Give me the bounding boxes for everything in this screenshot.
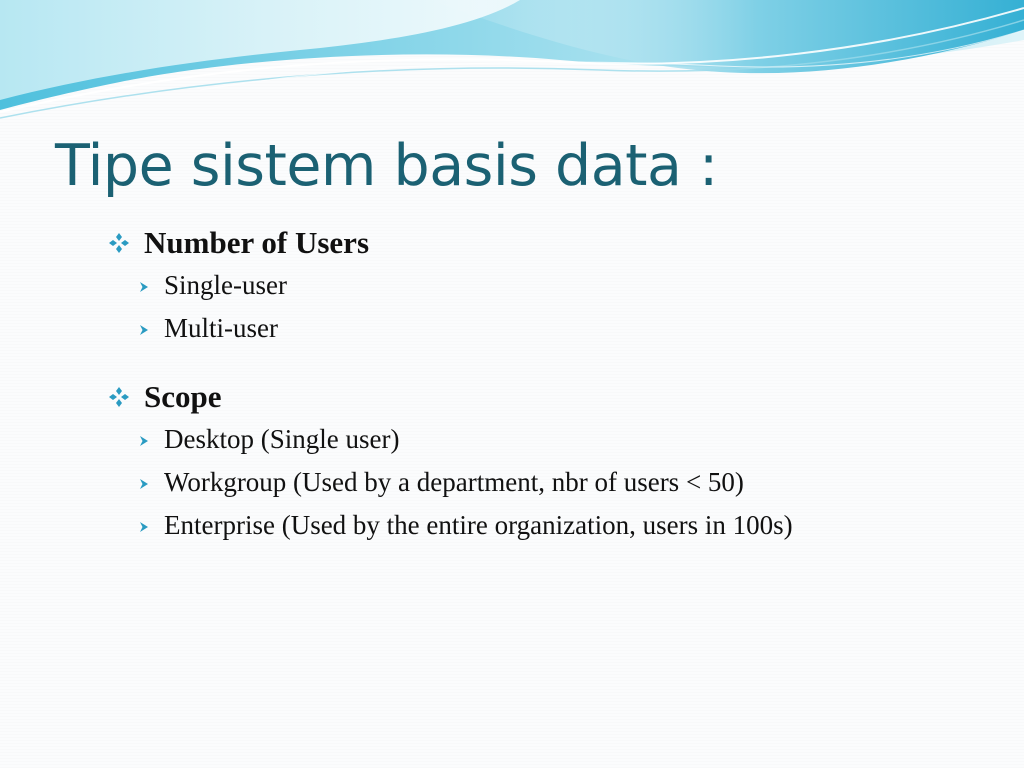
list-item [139,307,1006,350]
arrowhead-icon [139,281,149,293]
arrowhead-icon [139,521,149,533]
section-label: Number of Users [144,225,370,260]
slide-body [106,222,1006,573]
list-item [139,461,1006,504]
diamond-cluster-icon [108,386,130,408]
list-item [139,504,1006,547]
list-item [139,418,1006,461]
section-heading [106,376,1006,418]
list-item-label: Single-user [164,270,287,300]
bullet-list [106,264,1006,350]
diamond-cluster-icon [108,232,130,254]
arrowhead-icon [139,324,149,336]
section-heading [106,222,1006,264]
arrowhead-icon [139,435,149,447]
section-number-of-users [106,222,1006,350]
arrowhead-icon [139,478,149,490]
list-item-label: Enterprise (Used by the entire organization, users in 100s) [164,510,793,540]
list-item-label: Desktop (Single user) [164,424,400,454]
list-item-label: Workgroup (Used by a department, nbr of users < 50) [164,467,744,497]
section-label: Scope [144,379,222,414]
bullet-list [106,418,1006,547]
wave-header-decoration [0,0,1024,125]
section-scope [106,376,1006,547]
list-item [139,264,1006,307]
list-item-label: Multi-user [164,313,278,343]
slide-title: Tipe sistem basis data : [55,133,718,199]
